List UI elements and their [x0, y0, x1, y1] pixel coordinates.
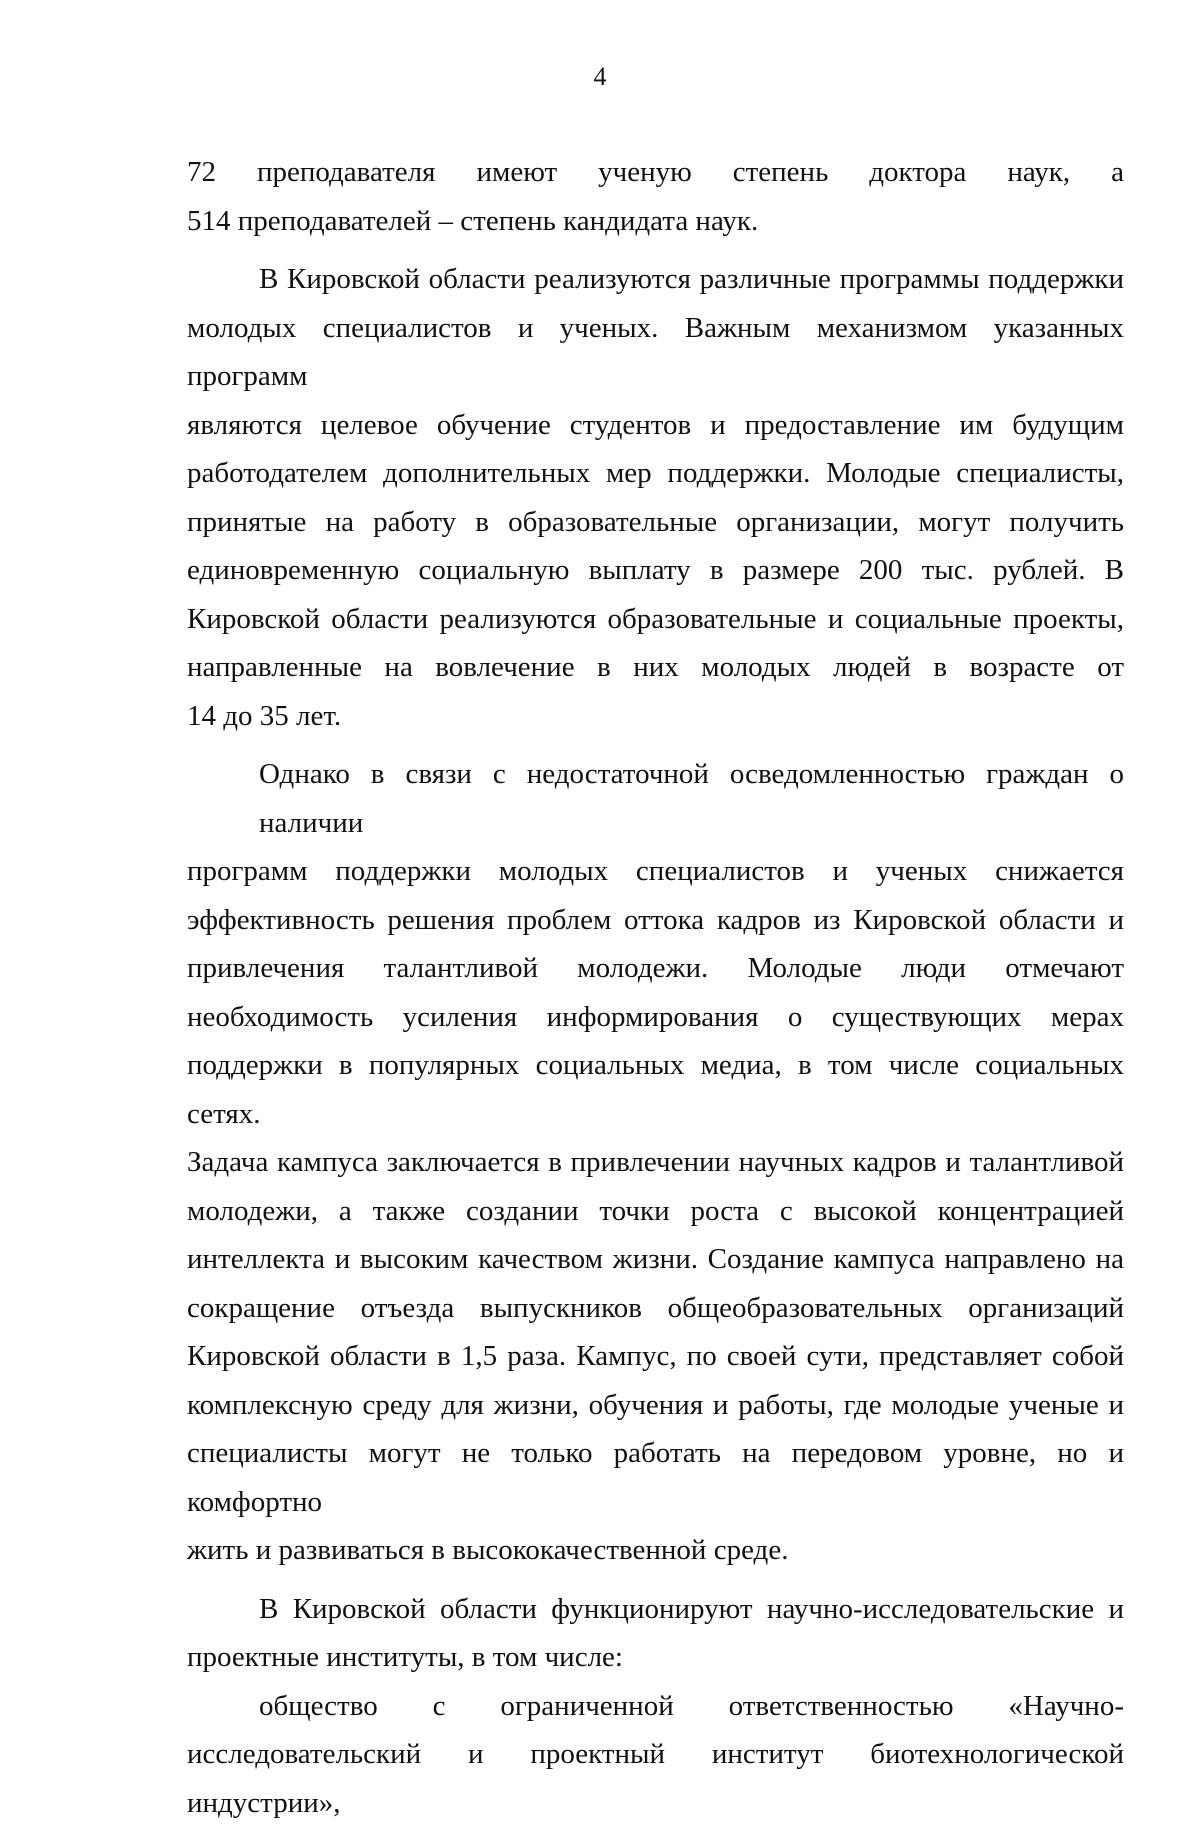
text-line: поддержки в популярных социальных медиа, в том числе социальных сетях. — [187, 1041, 1124, 1138]
page-number: 4 — [0, 62, 1200, 92]
text-line: В Кировской области функционируют научно-исследовательские и — [187, 1585, 1124, 1634]
text-line: эффективность решения проблем оттока кадров из Кировской области и — [187, 896, 1124, 945]
text-line: работодателем дополнительных мер поддержки. Молодые специалисты, — [187, 449, 1124, 498]
paragraph-1 — [187, 148, 1124, 245]
text-line: Задача кампуса заключается в привлечении научных кадров и талантливой — [187, 1138, 1124, 1187]
text-line: В Кировской области реализуются различные программы поддержки — [187, 255, 1124, 304]
text-line: Кировской области реализуются образовательные и социальные проекты, — [187, 595, 1124, 644]
text-line: 514 преподавателей – степень кандидата наук. — [187, 197, 1124, 246]
paragraph-3 — [187, 750, 1124, 1575]
text-line: необходимость усиления информирования о существующих мерах — [187, 993, 1124, 1042]
text-line: 14 до 35 лет. — [187, 692, 1124, 741]
text-line: единовременную социальную выплату в размере 200 тыс. рублей. В — [187, 546, 1124, 595]
text-line: Однако в связи с недостаточной осведомленностью граждан о наличии — [187, 750, 1124, 847]
text-line: общество с ограниченной ответственностью «Научно- — [187, 1682, 1124, 1731]
text-line: программ поддержки молодых специалистов и ученых снижается — [187, 847, 1124, 896]
text-line: 72 преподавателя имеют ученую степень доктора наук, а — [187, 148, 1124, 197]
document-body — [187, 148, 1124, 1827]
text-line: привлечения талантливой молодежи. Молодые люди отмечают — [187, 944, 1124, 993]
text-line: комплексную среду для жизни, обучения и работы, где молодые ученые и — [187, 1381, 1124, 1430]
text-line: молодежи, а также создании точки роста с высокой концентрацией — [187, 1187, 1124, 1236]
text-line: Кировской области в 1,5 раза. Кампус, по своей сути, представляет собой — [187, 1332, 1124, 1381]
text-line: жить и развиваться в высококачественной среде. — [187, 1526, 1124, 1575]
text-line: направленные на вовлечение в них молодых людей в возрасте от — [187, 643, 1124, 692]
text-line: принятые на работу в образовательные организации, могут получить — [187, 498, 1124, 547]
paragraph-4 — [187, 1585, 1124, 1682]
text-line: молодых специалистов и ученых. Важным механизмом указанных программ — [187, 304, 1124, 401]
text-line: интеллекта и высоким качеством жизни. Создание кампуса направлено на — [187, 1235, 1124, 1284]
paragraph-5 — [187, 1682, 1124, 1827]
text-line: специалисты могут не только работать на передовом уровне, но и комфортно — [187, 1429, 1124, 1526]
text-line: проектные институты, в том числе: — [187, 1633, 1124, 1682]
paragraph-2 — [187, 255, 1124, 740]
text-line: исследовательский и проектный институт биотехнологической индустрии», — [187, 1730, 1124, 1827]
text-line: сокращение отъезда выпускников общеобразовательных организаций — [187, 1284, 1124, 1333]
text-line: являются целевое обучение студентов и предоставление им будущим — [187, 401, 1124, 450]
